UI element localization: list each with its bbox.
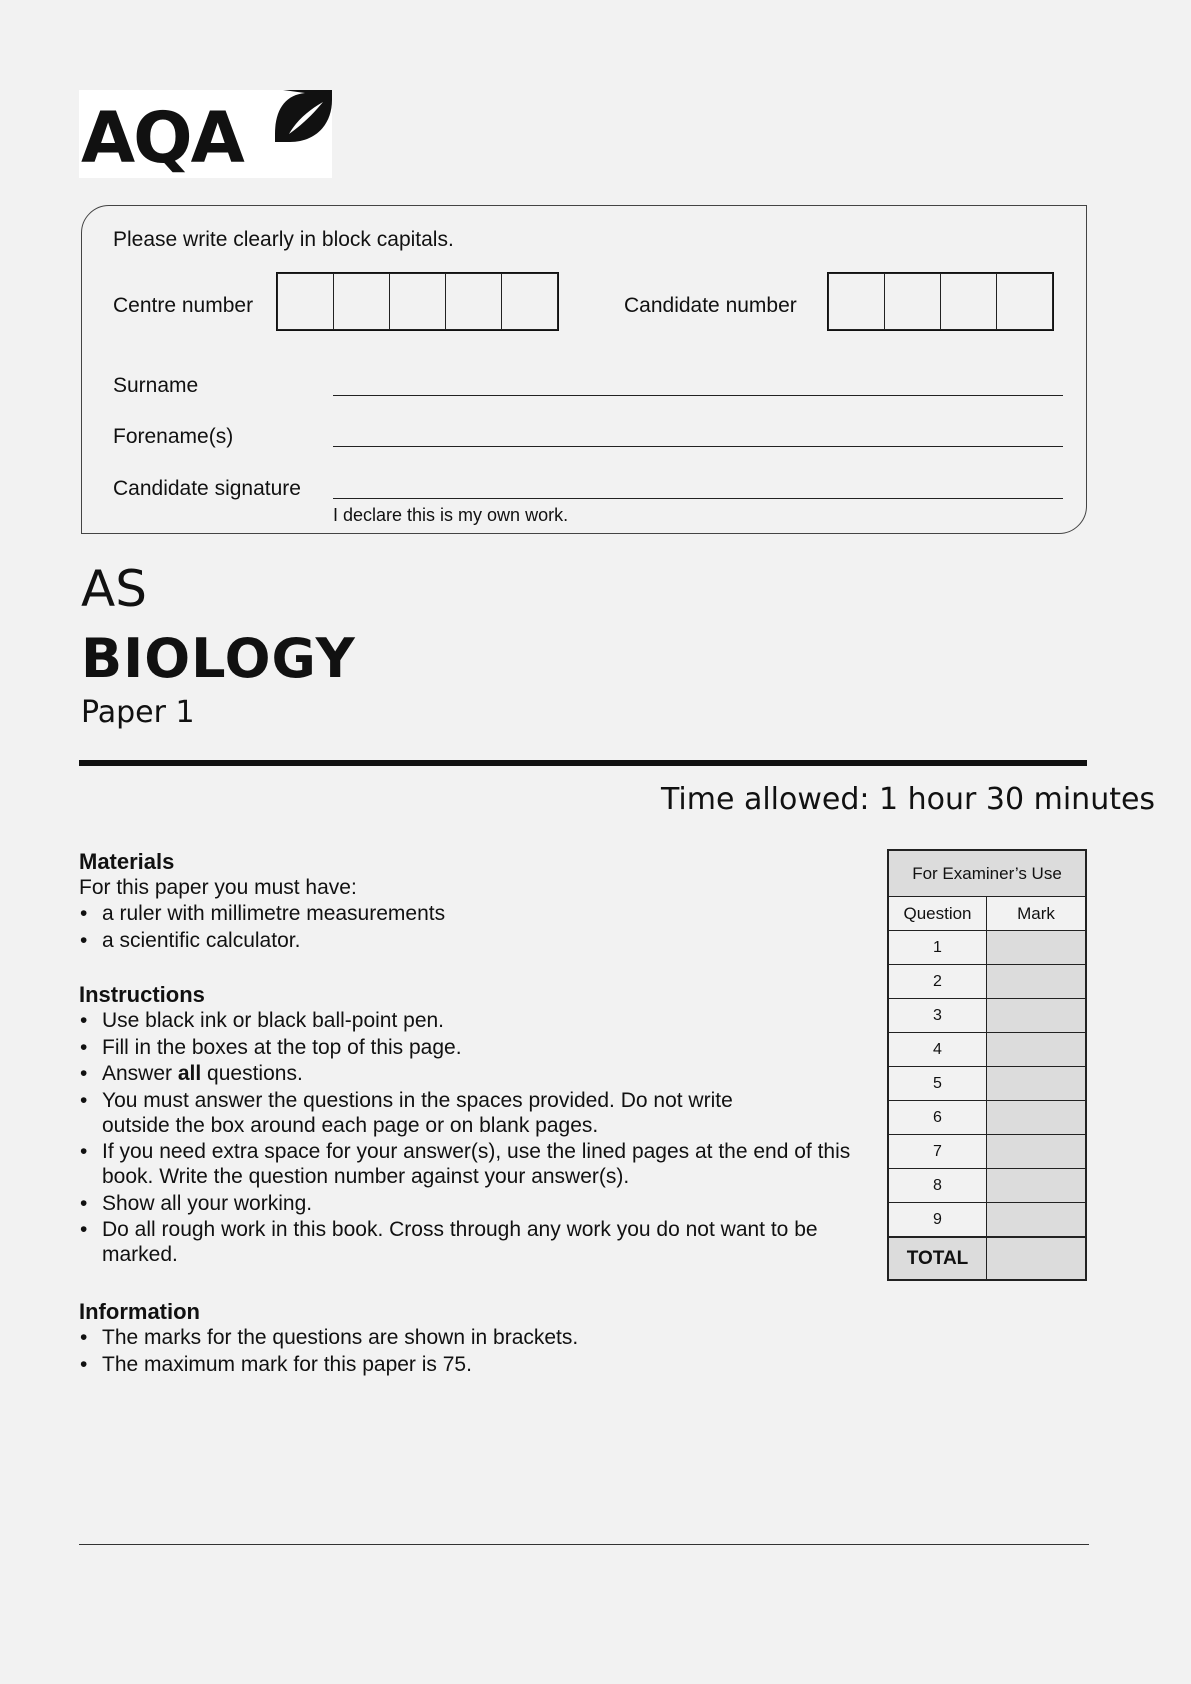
instructions-list	[79, 1008, 859, 1267]
list-item: • a scientific calculator.	[79, 928, 859, 953]
materials-heading: Materials	[79, 849, 175, 874]
mark-cell[interactable]	[987, 965, 1085, 998]
candidate-number-digit[interactable]	[828, 273, 885, 330]
candidate-number-label: Candidate number	[624, 294, 797, 317]
centre-number-digit[interactable]	[333, 273, 390, 330]
mark-cell[interactable]	[987, 1033, 1085, 1066]
surname-label: Surname	[113, 374, 199, 397]
materials-list	[79, 901, 859, 953]
time-allowed: Time allowed: 1 hour 30 minutes	[661, 782, 1156, 817]
centre-number-digit[interactable]	[501, 273, 558, 330]
mark-cell[interactable]	[987, 1203, 1085, 1236]
mark-cell[interactable]	[987, 1135, 1085, 1168]
mark-cell[interactable]	[987, 1169, 1085, 1202]
logo-text: AQA	[81, 97, 243, 179]
mark-cell[interactable]	[987, 1101, 1085, 1134]
centre-number-label: Centre number	[113, 294, 254, 317]
list-item: • Fill in the boxes at the top of this page.	[79, 1035, 859, 1060]
candidate-number-digit[interactable]	[996, 273, 1053, 330]
surname-line[interactable]	[333, 395, 1063, 396]
question-number: 1	[889, 931, 987, 964]
centre-number-digit[interactable]	[445, 273, 502, 330]
aqa-logo	[79, 90, 332, 178]
table-row	[889, 965, 1085, 999]
examiner-table-title: For Examiner’s Use	[889, 851, 1085, 897]
materials-intro: For this paper you must have:	[79, 876, 357, 899]
list-item: • You must answer the questions in the spaces provided. Do not write outside the box around each page or on blank pages.	[79, 1088, 792, 1138]
list-item: • Use black ink or black ball-point pen.	[79, 1008, 859, 1033]
list-item: • Do all rough work in this book. Cross through any work you do not want to be marked.	[79, 1217, 822, 1267]
mark-column-header: Mark	[987, 897, 1085, 930]
subject-title: BIOLOGY	[81, 627, 356, 690]
mark-cell[interactable]	[987, 999, 1085, 1032]
total-mark-cell[interactable]	[987, 1238, 1085, 1279]
table-row	[889, 1135, 1085, 1169]
signature-label: Candidate signature	[113, 477, 301, 500]
declaration-text: I declare this is my own work.	[333, 505, 569, 525]
table-row	[889, 1101, 1085, 1135]
table-row	[889, 1067, 1085, 1101]
answer-emphasis: all	[177, 1062, 202, 1085]
candidate-number-digit[interactable]	[940, 273, 997, 330]
table-row	[889, 1203, 1085, 1237]
list-item: • a ruler with millimetre measurements	[79, 901, 859, 926]
question-column-header: Question	[889, 897, 987, 930]
list-item: • Show all your working.	[79, 1191, 859, 1216]
question-number: 3	[889, 999, 987, 1032]
candidate-number-digit[interactable]	[884, 273, 941, 330]
qualification-level: AS	[81, 560, 147, 618]
table-row	[889, 999, 1085, 1033]
answer-prefix: Answer	[102, 1062, 178, 1085]
candidate-number-boxes[interactable]	[827, 272, 1054, 331]
list-item: • The maximum mark for this paper is 75.	[79, 1352, 859, 1377]
table-row	[889, 1033, 1085, 1067]
examiner-use-table	[887, 849, 1087, 1281]
question-number: 5	[889, 1067, 987, 1100]
question-number: 2	[889, 965, 987, 998]
title-divider	[79, 760, 1087, 766]
mark-cell[interactable]	[987, 1067, 1085, 1100]
question-number: 4	[889, 1033, 987, 1066]
list-item: • The marks for the questions are shown in brackets.	[79, 1325, 859, 1350]
block-capitals-instruction: Please write clearly in block capitals.	[113, 228, 454, 251]
question-number: 6	[889, 1101, 987, 1134]
centre-number-digit[interactable]	[389, 273, 446, 330]
answer-suffix: questions.	[201, 1062, 303, 1085]
information-heading: Information	[79, 1299, 200, 1324]
table-row	[889, 931, 1085, 965]
signature-line[interactable]	[333, 498, 1063, 499]
forenames-line[interactable]	[333, 446, 1063, 447]
centre-number-boxes[interactable]	[276, 272, 559, 331]
question-number: 9	[889, 1203, 987, 1236]
instructions-heading: Instructions	[79, 982, 205, 1007]
question-number: 8	[889, 1169, 987, 1202]
footer-divider	[79, 1544, 1089, 1545]
centre-number-digit[interactable]	[277, 273, 334, 330]
mark-cell[interactable]	[987, 931, 1085, 964]
instructions-section	[79, 981, 859, 1269]
question-number: 7	[889, 1135, 987, 1168]
information-list	[79, 1325, 859, 1377]
table-row	[889, 1169, 1085, 1203]
paper-title: Paper 1	[81, 695, 195, 730]
list-item: • If you need extra space for your answer(s), use the lined pages at the end of this book. Write the question number against your answer(s).	[79, 1139, 859, 1189]
list-item	[79, 1061, 859, 1086]
total-label: TOTAL	[889, 1238, 987, 1279]
information-section	[79, 1298, 859, 1378]
table-header-row	[889, 897, 1085, 931]
total-row	[889, 1237, 1085, 1279]
aqa-leaf-icon	[275, 90, 332, 147]
forenames-label: Forename(s)	[113, 425, 234, 448]
materials-section	[79, 848, 859, 954]
